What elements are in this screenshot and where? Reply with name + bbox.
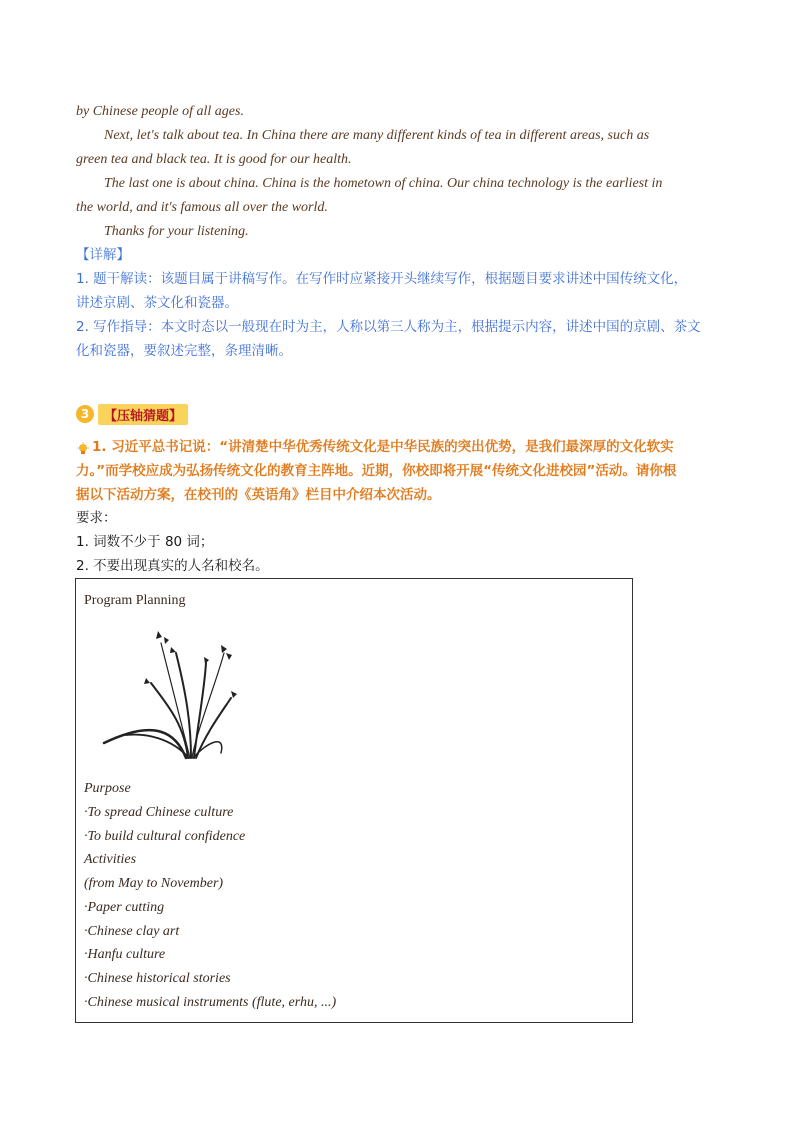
question-text: 1. 习近平总书记说：“讲清楚中华优秀传统文化是中华民族的突出优势，是我们最深厚的文化软实	[92, 439, 674, 455]
activities-label: Activities	[84, 852, 137, 867]
analysis-heading: 【详解】	[76, 247, 130, 263]
passage-line: the world, and it's famous all over the world.	[76, 200, 328, 215]
question-text: 据以下活动方案，在校刊的《英语角》栏目中介绍本次活动。	[76, 487, 441, 503]
section-tag: 【压轴猜题】	[98, 404, 188, 425]
analysis-text: 讲述京剧、茶文化和瓷器。	[76, 295, 238, 311]
passage-line: by Chinese people of all ages.	[76, 104, 244, 119]
passage-line: Thanks for your listening.	[104, 224, 249, 239]
section-number: 3	[76, 405, 94, 423]
purpose-label: Purpose	[84, 781, 131, 796]
purpose-item: ·To build cultural confidence	[84, 829, 246, 844]
activity-item: ·Hanfu culture	[84, 947, 166, 962]
program-planning-box	[75, 578, 633, 1023]
passage-line: Next, let's talk about tea. In China there are many different kinds of tea in different areas, such as	[104, 128, 650, 143]
orchid-illustration	[96, 623, 306, 763]
activity-item: ·Chinese clay art	[84, 924, 180, 939]
analysis-text: 化和瓷器，要叙述完整，条理清晰。	[76, 343, 292, 359]
requirement-item: 2. 不要出现真实的人名和校名。	[76, 558, 269, 574]
program-title: Program Planning	[84, 593, 186, 608]
section-badge	[76, 403, 188, 425]
activity-item: ·Paper cutting	[84, 900, 165, 915]
activity-item: ·Chinese musical instruments (flute, erhu, ...)	[84, 995, 337, 1010]
activities-period: (from May to November)	[84, 876, 224, 891]
question-text: 力。”而学校应成为弘扬传统文化的教育主阵地。近期，你校即将开展“传统文化进校园”活动。请你根	[76, 463, 677, 479]
requirements-title: 要求：	[76, 510, 117, 526]
analysis-text: 2. 写作指导：本文时态以一般现在时为主，人称以第三人称为主，根据提示内容，讲述中国的京剧、茶文	[76, 319, 701, 335]
passage-line: The last one is about china. China is the hometown of china. Our china technology is the earliest in	[104, 176, 663, 191]
requirement-item: 1. 词数不少于 80 词；	[76, 534, 214, 550]
passage-line: green tea and black tea. It is good for our health.	[76, 152, 352, 167]
purpose-item: ·To spread Chinese culture	[84, 805, 234, 820]
lightbulb-icon	[76, 442, 90, 461]
activity-item: ·Chinese historical stories	[84, 971, 231, 986]
analysis-text: 1. 题干解读：该题目属于讲稿写作。在写作时应紧接开头继续写作，根据题目要求讲述中国传统文化，	[76, 271, 688, 287]
